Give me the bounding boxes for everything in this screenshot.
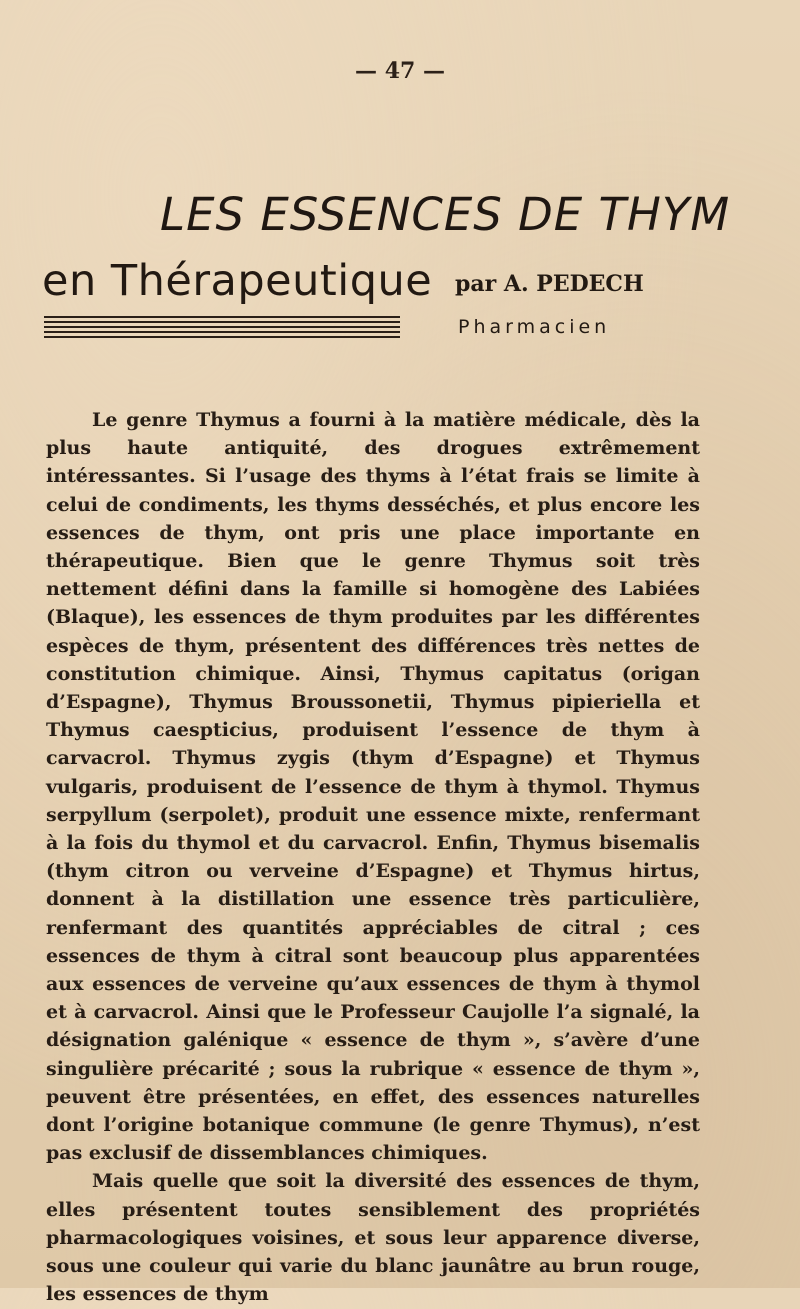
page-number: — 47 — [355,58,445,84]
article-subtitle: en Thérapeutique [42,256,433,306]
article-body [46,406,700,1309]
paragraph: Mais quelle que soit la diversité des essences de thym, elles présentent toutes sensiblement des propriétés pharmacologiques voisines, et sous leur apparence diverse, sous une couleur qui varie du blanc jaunâtre au brun rouge, les essences de thym [46,1170,700,1306]
underline-rule [44,321,400,323]
underline-rule [44,326,400,328]
underline-rule [44,316,400,318]
underline-rule [44,331,400,333]
author-byline: par A. PEDECH [455,271,644,297]
decorative-underline [44,316,400,346]
paragraph: Le genre Thymus a fourni à la matière médicale, dès la plus haute antiquité, des drogues extrêmement intéressantes. Si l’usage des thyms à l’état frais se limite à celui de condiments, les thyms desséchés, et plus encore les essences de thym, ont pris une place importante en thérapeutique. Bien que le genre Thymus soit très nettement défini dans la famille si homogène des Labiées (Blaque), les essences de thym produites par les différentes espèces de thym, présentent des différences très nettes de constitution chimique. Ainsi, Thymus capitatus (origan d’Espagne), Thymus Broussonetii, Thymus pipieriella et Thymus caespticius, produisent l’essence de thym à carvacrol. Thymus zygis (thym d’Espagne) et Thymus vulgaris, produisent de l’essence de thym à thymol. Thymus serpyllum (serpolet), produit une essence mixte, renfermant à la fois du thymol et du carvacrol. Enfin, Thymus bisemalis (thym citron ou verveine d’Espagne) et Thymus hirtus, donnent à la distillation une essence très particulière, renfermant des quantités appréciables de citral ; ces essences de thym à citral sont beaucoup plus apparentées aux essences de verveine qu’aux essences de thym à thymol et à carvacrol. Ainsi que le Professeur Caujolle l’a signalé, la désignation galénique « essence de thym », s’avère d’une singulière précarité ; sous la rubrique « essence de thym », peuvent être présentées, en effet, des essences naturelles dont l’origine botanique commune (le genre Thymus), n’est pas exclusif de dissemblances chimiques. [46,409,700,1165]
underline-rule [44,336,400,338]
article-title: LES ESSENCES DE THYM [160,188,731,241]
author-role: Pharmacien [458,316,611,338]
